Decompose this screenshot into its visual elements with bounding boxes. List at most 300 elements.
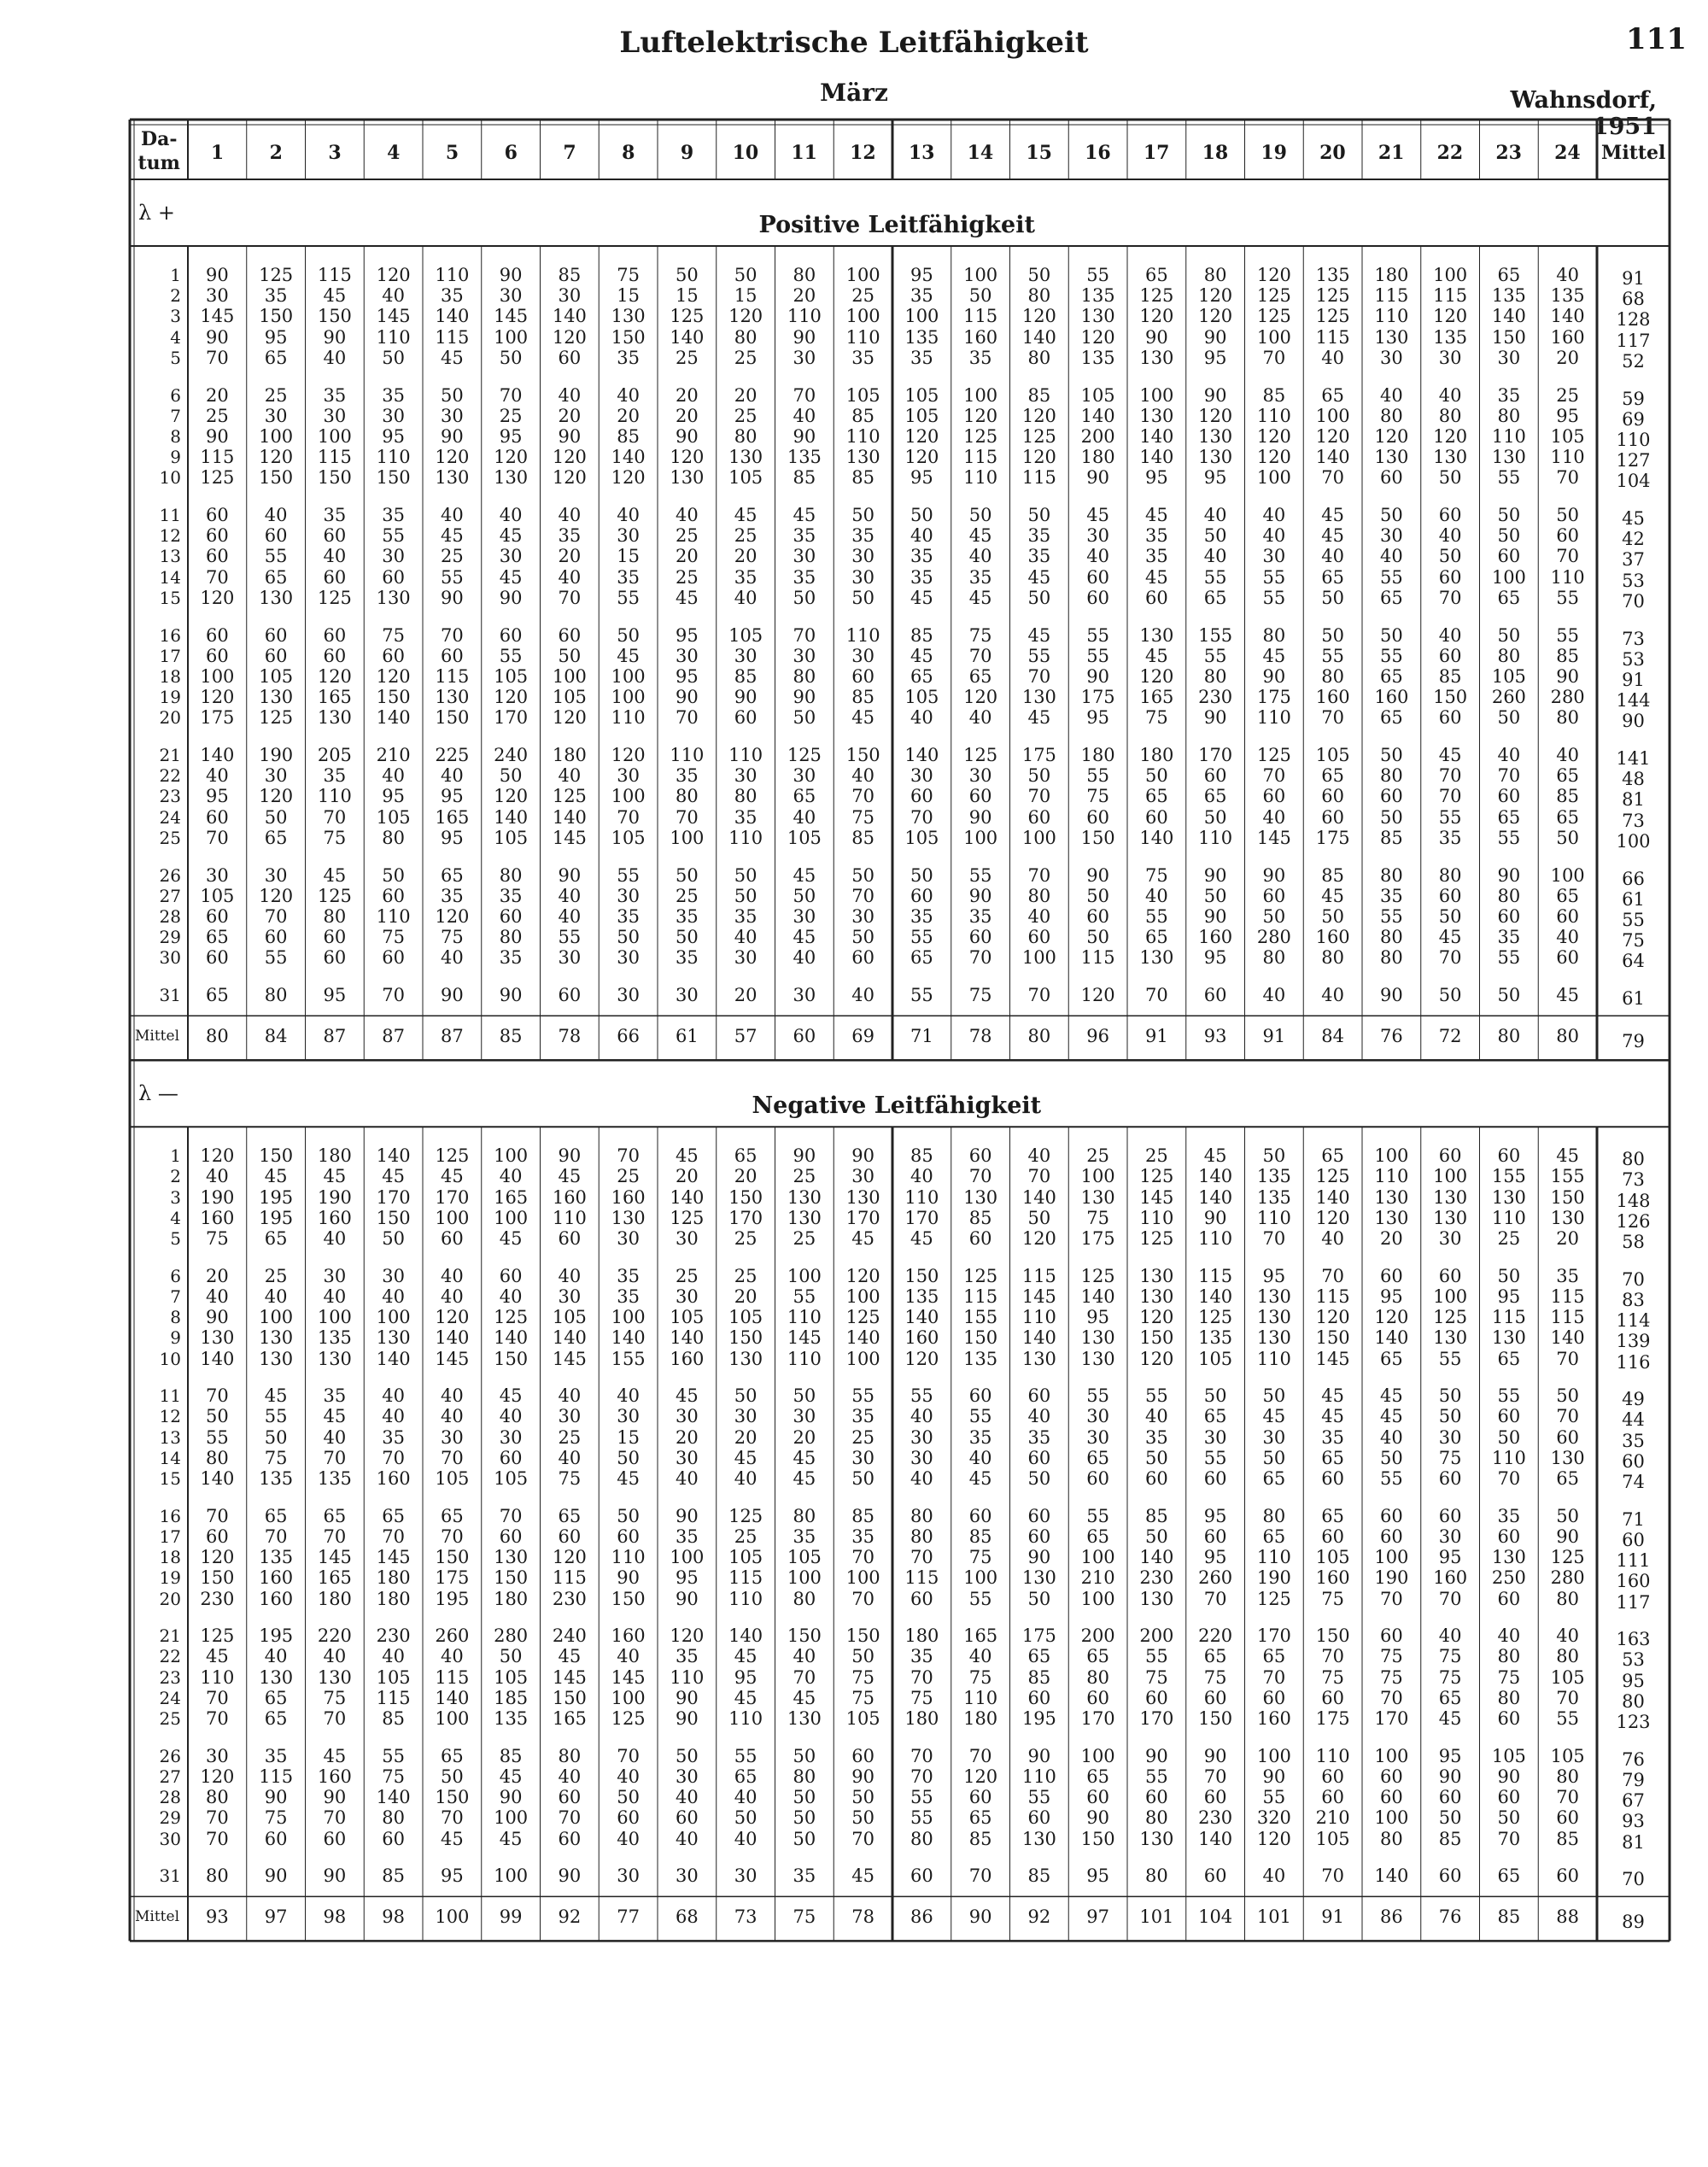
value-cell: 25 (441, 546, 464, 567)
value-cell: 100 (1021, 947, 1056, 969)
value-cell: 120 (1256, 447, 1291, 468)
value-cell: 50 (1027, 265, 1051, 285)
value-cell: 25 (676, 347, 699, 368)
value-cell: 60 (1380, 1505, 1403, 1526)
value-cell: 70 (1556, 1348, 1579, 1369)
value-cell: 40 (558, 505, 582, 525)
value-cell: 175 (1021, 1625, 1056, 1647)
value-cell: 40 (1321, 347, 1344, 368)
value-cell: 90 (793, 687, 816, 708)
value-cell: 140 (670, 1186, 705, 1208)
value-cell: 60 (1086, 806, 1109, 828)
value-cell: 50 (1145, 1526, 1168, 1547)
day-mean-cell: 53 (1622, 570, 1645, 591)
value-cell: 170 (904, 1207, 939, 1228)
day-number: 7 (170, 405, 181, 426)
value-cell: 55 (793, 1286, 816, 1307)
value-cell: 260 (1198, 1567, 1233, 1589)
value-cell: 70 (968, 645, 992, 666)
hourly-mean-cell: 68 (676, 1906, 699, 1928)
value-cell: 110 (1491, 1207, 1526, 1228)
value-cell: 120 (259, 885, 294, 906)
value-cell: 140 (728, 1625, 763, 1647)
value-cell: 60 (1203, 1865, 1227, 1887)
value-cell: 70 (968, 1865, 992, 1887)
value-cell: 120 (435, 1307, 470, 1328)
day-mean-cell: 69 (1622, 408, 1645, 430)
value-cell: 55 (734, 1745, 757, 1766)
day-number: 18 (159, 665, 181, 687)
value-cell: 90 (1203, 905, 1227, 927)
value-cell: 35 (968, 566, 992, 588)
value-cell: 130 (1139, 405, 1174, 426)
value-cell: 50 (617, 927, 640, 948)
day-number: 31 (159, 1865, 181, 1887)
hourly-mean-cell: 91 (1145, 1026, 1168, 1047)
day-number: 17 (159, 645, 181, 666)
value-cell: 95 (1438, 1547, 1462, 1568)
value-cell: 100 (1315, 405, 1350, 426)
value-cell: 30 (499, 285, 523, 307)
value-cell: 50 (1380, 1447, 1403, 1468)
value-cell: 60 (323, 1828, 347, 1849)
value-cell: 50 (734, 885, 757, 906)
value-cell: 55 (206, 1426, 229, 1448)
value-cell: 110 (1256, 707, 1291, 729)
value-cell: 60 (1556, 1807, 1579, 1829)
value-cell: 40 (1145, 1406, 1168, 1427)
value-cell: 180 (317, 1145, 352, 1167)
value-cell: 30 (793, 546, 816, 567)
day-number: 19 (159, 687, 181, 708)
value-cell: 115 (963, 447, 998, 468)
day-number: 24 (159, 1687, 181, 1708)
value-cell: 130 (1433, 1207, 1468, 1228)
day-number: 30 (159, 947, 181, 969)
value-cell: 130 (1374, 447, 1409, 468)
value-cell: 120 (1256, 1828, 1291, 1849)
value-cell: 120 (259, 786, 294, 807)
value-cell: 190 (1256, 1567, 1291, 1589)
value-cell: 55 (1380, 566, 1403, 588)
value-cell: 130 (1433, 1327, 1468, 1349)
mean-column-header: Mittel (1601, 142, 1666, 164)
value-cell: 90 (1027, 1547, 1051, 1568)
value-cell: 130 (1021, 1348, 1056, 1369)
hourly-mean-cell: 88 (1556, 1906, 1579, 1928)
value-cell: 60 (1262, 885, 1286, 906)
value-cell: 65 (793, 786, 816, 807)
day-mean-cell: 114 (1616, 1310, 1651, 1332)
value-cell: 15 (676, 285, 699, 307)
value-cell: 100 (611, 687, 646, 708)
value-cell: 75 (968, 1666, 992, 1688)
value-cell: 25 (793, 1228, 816, 1249)
value-cell: 260 (1491, 687, 1526, 708)
value-cell: 135 (963, 1348, 998, 1369)
hourly-mean-cell: 92 (558, 1906, 582, 1928)
value-cell: 130 (494, 1547, 529, 1568)
value-cell: 40 (499, 505, 523, 525)
value-cell: 140 (845, 1327, 880, 1349)
value-cell: 65 (1145, 927, 1168, 948)
value-cell: 75 (382, 927, 405, 948)
value-cell: 25 (1556, 384, 1579, 406)
hour-header-16: 16 (1085, 142, 1111, 164)
value-cell: 50 (676, 1745, 699, 1766)
value-cell: 65 (1145, 786, 1168, 807)
value-cell: 70 (206, 566, 229, 588)
value-cell: 80 (1497, 405, 1521, 426)
value-cell: 40 (1262, 806, 1286, 828)
value-cell: 50 (1497, 707, 1521, 729)
value-cell: 20 (734, 546, 757, 567)
value-cell: 50 (851, 1646, 874, 1667)
value-cell: 150 (611, 1588, 646, 1609)
value-cell: 90 (1497, 1766, 1521, 1787)
value-cell: 85 (968, 1207, 992, 1228)
value-cell: 35 (910, 566, 933, 588)
value-cell: 50 (910, 505, 933, 525)
value-cell: 30 (382, 546, 405, 567)
value-cell: 75 (851, 806, 874, 828)
value-cell: 40 (910, 707, 933, 729)
value-cell: 130 (1139, 1265, 1174, 1286)
value-cell: 50 (1203, 1385, 1227, 1407)
value-cell: 45 (1438, 745, 1462, 765)
value-cell: 70 (851, 1588, 874, 1609)
value-cell: 105 (845, 384, 880, 406)
value-cell: 120 (1080, 985, 1115, 1005)
value-cell: 85 (734, 665, 757, 687)
value-cell: 30 (734, 765, 757, 787)
value-cell: 50 (793, 587, 816, 608)
day-number: 10 (159, 467, 181, 489)
value-cell: 40 (676, 1468, 699, 1489)
value-cell: 40 (851, 765, 874, 787)
value-cell: 110 (1491, 1447, 1526, 1468)
day-mean-cell: 73 (1622, 628, 1645, 649)
value-cell: 80 (1380, 765, 1403, 787)
value-cell: 100 (435, 1207, 470, 1228)
value-cell: 30 (676, 1286, 699, 1307)
day-mean-cell: 139 (1616, 1331, 1651, 1352)
value-cell: 50 (676, 927, 699, 948)
value-cell: 50 (617, 1787, 640, 1808)
value-cell: 145 (611, 1666, 646, 1688)
value-cell: 50 (1380, 806, 1403, 828)
value-cell: 65 (264, 827, 288, 848)
value-cell: 55 (1027, 645, 1051, 666)
value-cell: 70 (1027, 665, 1051, 687)
value-cell: 105 (494, 1666, 529, 1688)
hourly-mean-cell: 98 (382, 1906, 405, 1928)
value-cell: 40 (441, 765, 464, 787)
value-cell: 50 (1380, 505, 1403, 525)
value-cell: 180 (1080, 447, 1115, 468)
value-cell: 35 (323, 1385, 347, 1407)
value-cell: 40 (1497, 1625, 1521, 1647)
value-cell: 40 (206, 1166, 229, 1187)
value-cell: 120 (552, 467, 587, 489)
day-mean-cell: 80 (1622, 1149, 1645, 1170)
value-cell: 40 (968, 546, 992, 567)
value-cell: 115 (1198, 1265, 1233, 1286)
value-cell: 90 (1203, 707, 1227, 729)
value-cell: 20 (617, 405, 640, 426)
value-cell: 30 (734, 1865, 757, 1887)
value-cell: 75 (968, 985, 992, 1005)
value-cell: 25 (734, 405, 757, 426)
value-cell: 130 (1256, 1307, 1291, 1328)
value-cell: 45 (1262, 645, 1286, 666)
value-cell: 25 (676, 885, 699, 906)
value-cell: 75 (206, 1228, 229, 1249)
value-cell: 115 (435, 665, 470, 687)
value-cell: 120 (1374, 1307, 1409, 1328)
value-cell: 45 (1321, 1385, 1344, 1407)
value-cell: 60 (1497, 1708, 1521, 1729)
value-cell: 100 (1374, 1745, 1409, 1766)
hour-header-14: 14 (967, 142, 994, 164)
value-cell: 125 (1021, 425, 1056, 447)
value-cell: 70 (1380, 1687, 1403, 1708)
value-cell: 110 (200, 1666, 235, 1688)
value-cell: 80 (734, 425, 757, 447)
value-cell: 30 (851, 645, 874, 666)
value-cell: 135 (904, 1286, 939, 1307)
value-cell: 105 (728, 624, 763, 646)
value-cell: 65 (1556, 1468, 1579, 1489)
value-cell: 50 (1027, 765, 1051, 787)
hourly-mean-cell: 57 (734, 1026, 757, 1047)
section-title: Negative Leitfähigkeit (752, 1092, 1042, 1120)
value-cell: 165 (494, 1186, 529, 1208)
value-cell: 120 (1433, 306, 1468, 327)
value-cell: 90 (441, 425, 464, 447)
value-cell: 80 (910, 1526, 933, 1547)
value-cell: 90 (1203, 864, 1227, 886)
value-cell: 110 (1021, 1307, 1056, 1328)
value-cell: 30 (264, 765, 288, 787)
value-cell: 60 (1145, 1687, 1168, 1708)
value-cell: 80 (1027, 285, 1051, 307)
value-cell: 30 (1086, 525, 1109, 547)
value-cell: 160 (611, 1625, 646, 1647)
value-cell: 110 (963, 467, 998, 489)
value-cell: 30 (676, 1406, 699, 1427)
value-cell: 60 (1321, 1687, 1344, 1708)
value-cell: 55 (1203, 645, 1227, 666)
value-cell: 55 (1556, 624, 1579, 646)
value-cell: 35 (734, 905, 757, 927)
value-cell: 125 (317, 885, 352, 906)
value-cell: 70 (910, 1666, 933, 1688)
value-cell: 70 (617, 1745, 640, 1766)
day-mean-cell: 93 (1622, 1811, 1645, 1832)
day-number: 22 (159, 1646, 181, 1667)
value-cell: 140 (494, 1327, 529, 1349)
value-cell: 110 (1198, 1228, 1233, 1249)
value-cell: 20 (206, 384, 229, 406)
value-cell: 50 (1556, 505, 1579, 525)
day-mean-cell: 61 (1622, 988, 1645, 1009)
value-cell: 75 (1145, 707, 1168, 729)
value-cell: 120 (728, 306, 763, 327)
value-cell: 150 (1080, 827, 1115, 848)
value-cell: 30 (499, 1426, 523, 1448)
value-cell: 45 (1145, 505, 1168, 525)
value-cell: 60 (499, 1526, 523, 1547)
value-cell: 30 (441, 1426, 464, 1448)
value-cell: 80 (499, 864, 523, 886)
value-cell: 60 (1438, 1505, 1462, 1526)
value-cell: 90 (558, 425, 582, 447)
value-cell: 130 (1139, 1588, 1174, 1609)
value-cell: 30 (676, 1865, 699, 1887)
value-cell: 35 (793, 525, 816, 547)
value-cell: 50 (910, 864, 933, 886)
value-cell: 90 (851, 1145, 874, 1167)
value-cell: 65 (206, 985, 229, 1005)
value-cell: 140 (670, 1327, 705, 1349)
value-cell: 120 (494, 786, 529, 807)
value-cell: 130 (1374, 1207, 1409, 1228)
value-cell: 85 (1262, 384, 1286, 406)
value-cell: 65 (1497, 1348, 1521, 1369)
value-cell: 60 (1027, 1447, 1051, 1468)
value-cell: 95 (382, 425, 405, 447)
value-cell: 40 (382, 765, 405, 787)
day-mean-cell: 59 (1622, 388, 1645, 409)
value-cell: 65 (1380, 665, 1403, 687)
value-cell: 60 (206, 505, 229, 525)
value-cell: 25 (676, 1265, 699, 1286)
value-cell: 280 (494, 1625, 529, 1647)
value-cell: 60 (1321, 1526, 1344, 1547)
value-cell: 60 (1438, 1145, 1462, 1167)
value-cell: 130 (787, 1708, 822, 1729)
value-cell: 60 (910, 786, 933, 807)
value-cell: 80 (734, 786, 757, 807)
value-cell: 35 (617, 1265, 640, 1286)
value-cell: 35 (1497, 927, 1521, 948)
value-cell: 125 (200, 467, 235, 489)
value-cell: 175 (1315, 1708, 1350, 1729)
value-cell: 100 (963, 265, 998, 285)
value-cell: 40 (734, 587, 757, 608)
value-cell: 230 (1139, 1567, 1174, 1589)
value-cell: 70 (206, 1385, 229, 1407)
value-cell: 70 (1438, 1588, 1462, 1609)
value-cell: 110 (611, 1547, 646, 1568)
value-cell: 40 (382, 1406, 405, 1427)
value-cell: 110 (845, 326, 880, 348)
value-cell: 40 (793, 806, 816, 828)
value-cell: 30 (1497, 347, 1521, 368)
value-cell: 75 (323, 1687, 347, 1708)
value-cell: 20 (734, 985, 757, 1005)
day-mean-cell: 90 (1622, 711, 1645, 732)
value-cell: 50 (1203, 885, 1227, 906)
value-cell: 130 (1256, 1286, 1291, 1307)
value-cell: 70 (1321, 1265, 1344, 1286)
value-cell: 140 (552, 306, 587, 327)
value-cell: 60 (323, 624, 347, 646)
value-cell: 25 (264, 1265, 288, 1286)
value-cell: 180 (963, 1708, 998, 1729)
value-cell: 30 (676, 1766, 699, 1787)
value-cell: 65 (734, 1145, 757, 1167)
value-cell: 50 (1086, 927, 1109, 948)
value-cell: 60 (1438, 505, 1462, 525)
value-cell: 30 (851, 905, 874, 927)
value-cell: 40 (1262, 1865, 1286, 1887)
value-cell: 100 (611, 1307, 646, 1328)
value-cell: 50 (1438, 1385, 1462, 1407)
value-cell: 45 (793, 1687, 816, 1708)
value-cell: 80 (1380, 1828, 1403, 1849)
value-cell: 145 (1256, 827, 1291, 848)
value-cell: 60 (1438, 707, 1462, 729)
value-cell: 150 (435, 1787, 470, 1808)
value-cell: 25 (793, 1166, 816, 1187)
value-cell: 30 (1438, 1228, 1462, 1249)
value-cell: 90 (968, 885, 992, 906)
value-cell: 35 (676, 1646, 699, 1667)
value-cell: 50 (1556, 1385, 1579, 1407)
value-cell: 35 (793, 566, 816, 588)
value-cell: 110 (670, 1666, 705, 1688)
value-cell: 60 (1027, 1505, 1051, 1526)
value-cell: 70 (206, 1828, 229, 1849)
value-cell: 140 (1491, 306, 1526, 327)
value-cell: 120 (200, 587, 235, 608)
value-cell: 130 (259, 1327, 294, 1349)
value-cell: 50 (1027, 587, 1051, 608)
value-cell: 105 (1315, 1828, 1350, 1849)
value-cell: 45 (499, 1228, 523, 1249)
value-cell: 85 (382, 1865, 405, 1887)
value-cell: 60 (499, 905, 523, 927)
value-cell: 20 (734, 1286, 757, 1307)
value-cell: 25 (1145, 1145, 1168, 1167)
value-cell: 45 (1380, 1385, 1403, 1407)
value-cell: 75 (382, 624, 405, 646)
station-label: Wahnsdorf, 1951 (1510, 87, 1657, 140)
value-cell: 45 (441, 1828, 464, 1849)
value-cell: 170 (1374, 1708, 1409, 1729)
value-cell: 60 (558, 1228, 582, 1249)
value-cell: 75 (851, 1666, 874, 1688)
value-cell: 140 (1198, 1166, 1233, 1187)
value-cell: 160 (317, 1207, 352, 1228)
value-cell: 110 (728, 1588, 763, 1609)
value-cell: 55 (1145, 905, 1168, 927)
value-cell: 130 (1550, 1447, 1585, 1468)
value-cell: 70 (1262, 765, 1286, 787)
value-cell: 90 (1262, 1766, 1286, 1787)
value-cell: 60 (382, 645, 405, 666)
value-cell: 30 (264, 405, 288, 426)
value-cell: 40 (793, 405, 816, 426)
value-cell: 115 (1550, 1286, 1585, 1307)
value-cell: 30 (793, 905, 816, 927)
value-cell: 50 (1262, 1447, 1286, 1468)
value-cell: 70 (1556, 1787, 1579, 1808)
value-cell: 65 (1380, 1348, 1403, 1369)
value-cell: 65 (910, 947, 933, 969)
